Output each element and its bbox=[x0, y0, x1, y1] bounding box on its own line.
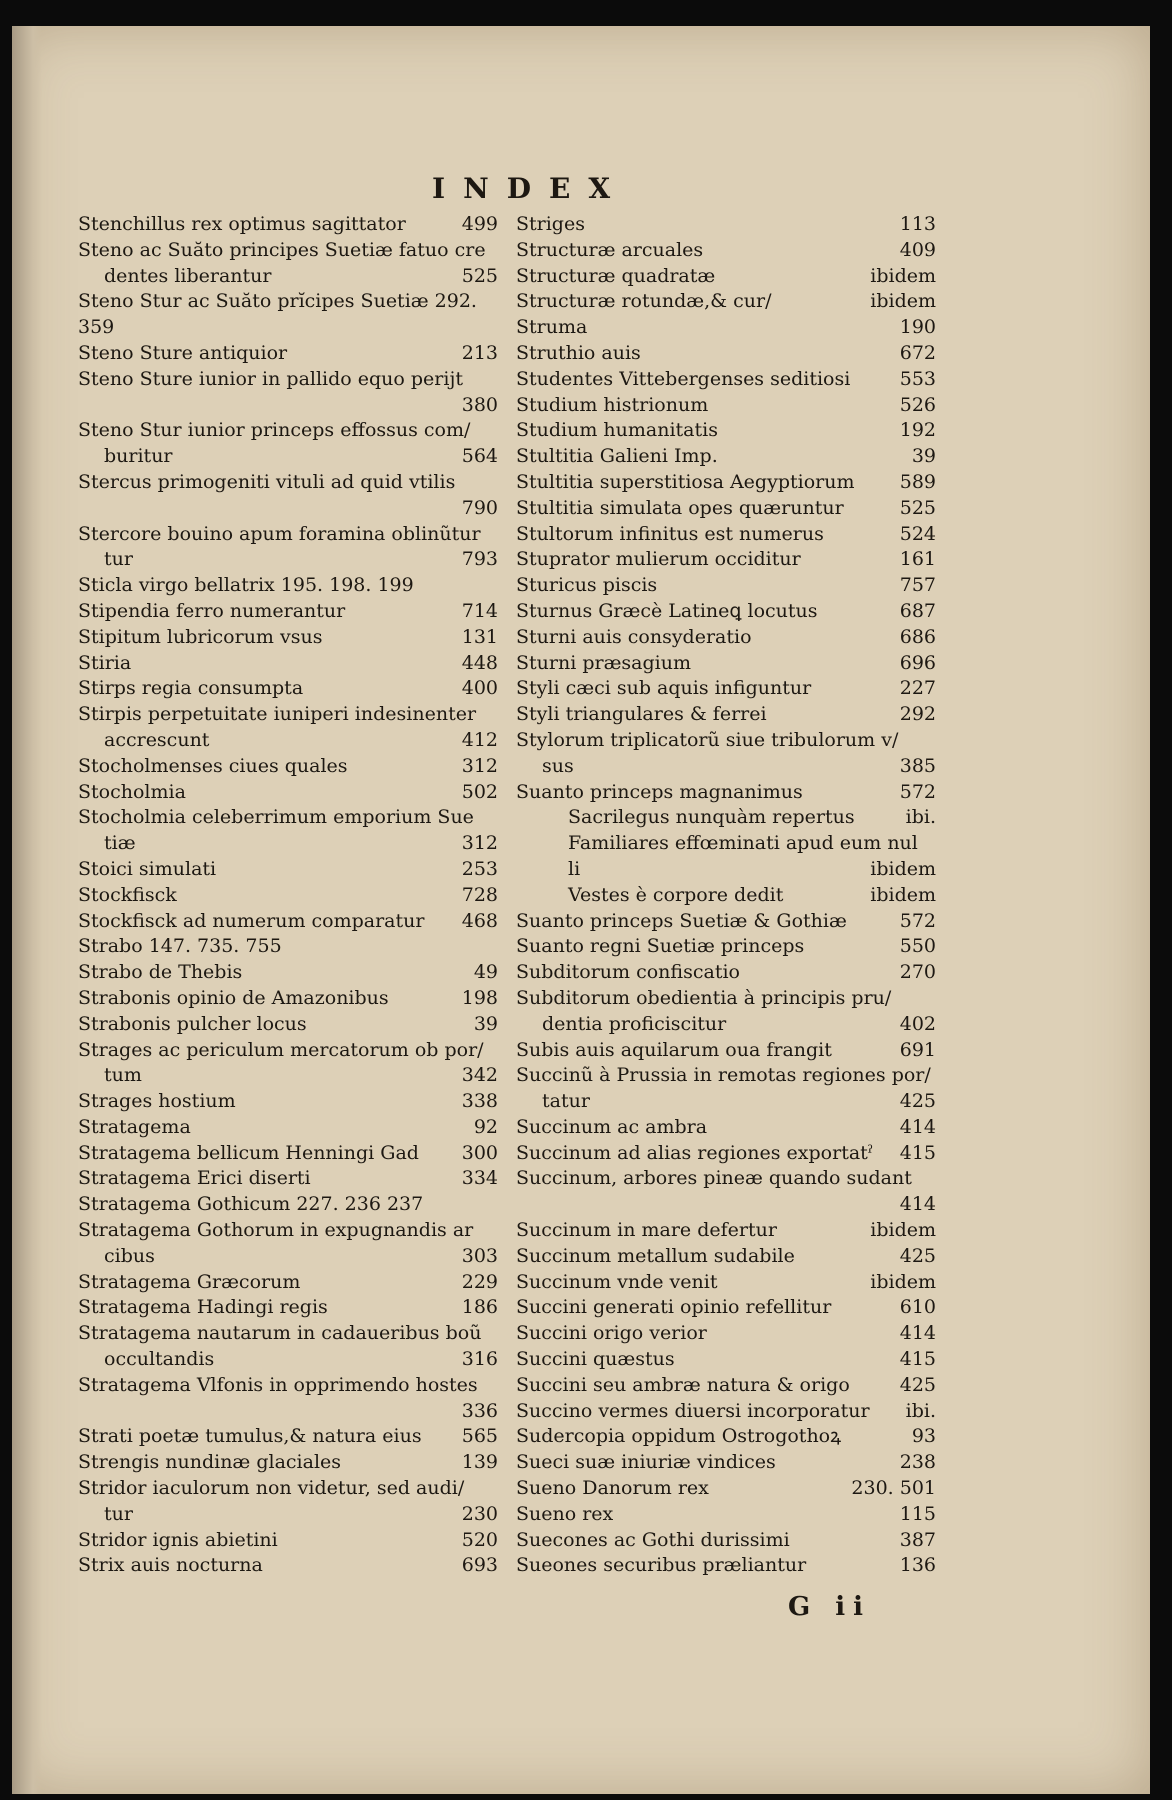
index-entry bbox=[78, 728, 498, 754]
entry-page: 414 bbox=[899, 1115, 936, 1138]
entry-text: Subditorum confiscatio bbox=[516, 961, 740, 984]
entry-text: Studium humanitatis bbox=[516, 419, 718, 442]
entry-text: Succinũ à Prussia in remotas regiones por/ bbox=[516, 1064, 931, 1087]
entry-page: 385 bbox=[899, 754, 936, 777]
index-entry bbox=[516, 1476, 936, 1502]
entry-page: 525 bbox=[461, 264, 498, 287]
index-entry bbox=[516, 728, 936, 754]
entry-text: Strengis nundinæ glaciales bbox=[78, 1451, 342, 1474]
index-entry bbox=[516, 805, 936, 831]
entry-page: 92 bbox=[473, 1115, 498, 1138]
index-entry bbox=[78, 651, 498, 677]
entry-text: Stratagema nautarum in cadaueribus boũ bbox=[78, 1322, 482, 1345]
entry-page: 525 bbox=[899, 496, 936, 519]
entry-text: Strabo 147. 735. 755 bbox=[78, 935, 282, 958]
entry-text: Stultitia Galieni Imp. bbox=[516, 445, 718, 468]
index-entry bbox=[516, 1295, 936, 1321]
index-entry bbox=[78, 212, 498, 238]
entry-text: Succini origo verior bbox=[516, 1322, 707, 1345]
index-entry bbox=[78, 1166, 498, 1192]
index-entry bbox=[78, 1450, 498, 1476]
entry-page: 564 bbox=[461, 445, 498, 468]
entry-page: 672 bbox=[899, 341, 936, 364]
entry-page: 714 bbox=[461, 599, 498, 622]
index-column-right bbox=[516, 212, 936, 1579]
index-entry bbox=[516, 934, 936, 960]
entry-text: tiæ bbox=[104, 832, 136, 855]
index-entry bbox=[516, 1141, 936, 1167]
entry-text: Stratagema Hadingi regis bbox=[78, 1296, 328, 1319]
entry-page: 342 bbox=[461, 1064, 498, 1087]
index-entry bbox=[78, 1141, 498, 1167]
index-entry bbox=[78, 805, 498, 831]
entry-page: 448 bbox=[461, 651, 498, 674]
entry-page: 253 bbox=[461, 857, 498, 880]
entry-text: Structuræ rotundæ,& cur/ bbox=[516, 290, 772, 313]
entry-page: ibidem bbox=[870, 264, 936, 287]
entry-text: Sticla virgo bellatrix 195. 198. 199 bbox=[78, 574, 414, 597]
entry-text: Stirpis perpetuitate iuniperi indesinenter bbox=[78, 703, 477, 726]
index-entry bbox=[516, 264, 936, 290]
entry-page: 113 bbox=[899, 213, 936, 235]
entry-text: Strages ac periculum mercatorum ob por/ bbox=[78, 1038, 484, 1061]
entry-page: 115 bbox=[899, 1502, 936, 1525]
entry-text: Styli cæci sub aquis infiguntur bbox=[516, 677, 812, 700]
entry-page: 425 bbox=[899, 1090, 936, 1113]
entry-page: 524 bbox=[899, 522, 936, 545]
index-entry bbox=[516, 289, 936, 315]
index-entry bbox=[78, 238, 498, 264]
index-entry bbox=[516, 1218, 936, 1244]
index-entry bbox=[516, 1038, 936, 1064]
index-entry bbox=[516, 1347, 936, 1373]
entry-text: Stuprator mulierum occiditur bbox=[516, 548, 801, 571]
index-column-left bbox=[78, 212, 498, 1579]
index-entry bbox=[78, 1424, 498, 1450]
entry-page: 414 bbox=[899, 1322, 936, 1345]
entry-page: 589 bbox=[899, 470, 936, 493]
entry-page: 136 bbox=[899, 1554, 936, 1577]
entry-text: Studentes Vittebergenses seditiosi bbox=[516, 367, 851, 390]
entry-text: tum bbox=[104, 1064, 142, 1087]
entry-text: Studium histrionum bbox=[516, 393, 709, 416]
index-entry bbox=[78, 702, 498, 728]
index-entry bbox=[516, 315, 936, 341]
index-entry bbox=[516, 1270, 936, 1296]
entry-page: 300 bbox=[461, 1141, 498, 1164]
entry-page: 550 bbox=[899, 935, 936, 958]
entry-text: Succinum ac ambra bbox=[516, 1115, 708, 1138]
entry-page: 696 bbox=[899, 651, 936, 674]
entry-page: ibidem bbox=[870, 290, 936, 313]
index-entry bbox=[78, 1115, 498, 1141]
entry-text: Stratagema bellicum Henningi Gad bbox=[78, 1141, 419, 1164]
index-entry bbox=[78, 625, 498, 651]
index-entry bbox=[78, 883, 498, 909]
entry-text: dentia proficiscitur bbox=[542, 1012, 727, 1035]
entry-text: Stultorum infinitus est numerus bbox=[516, 522, 824, 545]
entry-page: 190 bbox=[899, 316, 936, 339]
index-entry bbox=[516, 1012, 936, 1038]
index-entry bbox=[78, 1244, 498, 1270]
index-entry bbox=[78, 857, 498, 883]
index-entry bbox=[516, 909, 936, 935]
entry-text: buritur bbox=[104, 445, 173, 468]
index-entry bbox=[78, 1295, 498, 1321]
entry-page: 303 bbox=[461, 1244, 498, 1267]
index-entry bbox=[78, 1347, 498, 1373]
index-entry bbox=[78, 780, 498, 806]
entry-text: Succinum vnde venit bbox=[516, 1270, 718, 1293]
index-entry bbox=[78, 676, 498, 702]
entry-text: Succino vermes diuersi incorporatur bbox=[516, 1399, 870, 1422]
index-entry bbox=[78, 1553, 498, 1579]
index-entry bbox=[516, 1424, 936, 1450]
entry-text: Stercore bouino apum foramina oblinũtur bbox=[78, 522, 481, 545]
entry-text: Stratagema Gothicum 227. 236 237 bbox=[78, 1193, 424, 1216]
index-entry bbox=[78, 1321, 498, 1347]
index-entry bbox=[516, 1089, 936, 1115]
index-entry bbox=[516, 212, 936, 238]
entry-text: cibus bbox=[104, 1244, 155, 1267]
entry-text: Stridor ignis abietini bbox=[78, 1528, 278, 1551]
entry-text: Sturnus Græcè Latineꝗ locutus bbox=[516, 599, 818, 622]
index-entry bbox=[78, 470, 498, 496]
entry-text: Suanto regni Suetiæ princeps bbox=[516, 935, 805, 958]
index-entry bbox=[516, 651, 936, 677]
entry-page: 425 bbox=[899, 1373, 936, 1396]
index-entry bbox=[78, 934, 498, 960]
entry-text: Stridor iaculorum non videtur, sed audi/ bbox=[78, 1477, 465, 1500]
entry-text: Stultitia simulata opes quæruntur bbox=[516, 496, 844, 519]
entry-page: 312 bbox=[461, 832, 498, 855]
entry-page: 139 bbox=[461, 1451, 498, 1474]
entry-text: Strati poetæ tumulus,& natura eius bbox=[78, 1425, 422, 1448]
index-entry bbox=[78, 418, 498, 444]
index-entry bbox=[516, 960, 936, 986]
entry-text: occultandis bbox=[104, 1348, 215, 1371]
index-entry bbox=[78, 496, 498, 522]
entry-text: Stoici simulati bbox=[78, 857, 217, 880]
entry-text: Strabonis opinio de Amazonibus bbox=[78, 986, 389, 1009]
entry-page: 336 bbox=[461, 1399, 498, 1422]
index-entry bbox=[78, 573, 498, 599]
index-entry bbox=[78, 1089, 498, 1115]
entry-page: 49 bbox=[473, 961, 498, 984]
entry-text: tur bbox=[104, 1502, 133, 1525]
index-entry bbox=[516, 676, 936, 702]
entry-page: 757 bbox=[899, 574, 936, 597]
index-entry bbox=[516, 496, 936, 522]
entry-text: Steno ac Suăto principes Suetiæ fatuo cre bbox=[78, 238, 486, 261]
index-entry bbox=[516, 367, 936, 393]
index-entry bbox=[516, 418, 936, 444]
index-entry bbox=[78, 1038, 498, 1064]
entry-text: Suanto princeps Suetiæ & Gothiæ bbox=[516, 909, 847, 932]
entry-page: 693 bbox=[461, 1554, 498, 1577]
entry-text: Subditorum obedientia à principis pru/ bbox=[516, 986, 892, 1009]
entry-page: 572 bbox=[899, 780, 936, 803]
book-page bbox=[12, 26, 1150, 1794]
entry-page: 565 bbox=[461, 1425, 498, 1448]
index-entry bbox=[516, 341, 936, 367]
index-entry bbox=[516, 522, 936, 548]
index-entry bbox=[516, 986, 936, 1012]
entry-text: Sturni præsagium bbox=[516, 651, 691, 674]
entry-text: Sturicus piscis bbox=[516, 574, 658, 597]
entry-text: Stratagema Græcorum bbox=[78, 1270, 301, 1293]
entry-text: Sueci suæ iniuriæ vindices bbox=[516, 1451, 776, 1474]
entry-text: Stiria bbox=[78, 651, 132, 674]
index-entry bbox=[516, 1321, 936, 1347]
index-entry bbox=[78, 444, 498, 470]
index-entry bbox=[78, 1192, 498, 1218]
entry-page: 192 bbox=[899, 419, 936, 442]
entry-page: 425 bbox=[899, 1244, 936, 1267]
entry-text: Suanto princeps magnanimus bbox=[516, 780, 803, 803]
entry-text: Striges bbox=[516, 213, 585, 235]
index-entry bbox=[78, 599, 498, 625]
entry-page: 415 bbox=[899, 1141, 936, 1164]
entry-text: dentes liberantur bbox=[104, 264, 272, 287]
index-entry bbox=[516, 754, 936, 780]
index-entry bbox=[78, 547, 498, 573]
index-entry bbox=[78, 393, 498, 419]
page-title: INDEX bbox=[432, 172, 629, 205]
entry-page: ibi. bbox=[905, 806, 936, 829]
index-entry bbox=[78, 1270, 498, 1296]
entry-page: 270 bbox=[899, 961, 936, 984]
index-entry bbox=[516, 780, 936, 806]
index-entry bbox=[78, 831, 498, 857]
index-entry bbox=[516, 1166, 936, 1192]
entry-page: 793 bbox=[461, 548, 498, 571]
entry-page: 334 bbox=[461, 1167, 498, 1190]
entry-text: 359 bbox=[78, 316, 115, 339]
entry-text: Structuræ quadratæ bbox=[516, 264, 716, 287]
index-entry bbox=[516, 831, 936, 857]
index-entry bbox=[516, 238, 936, 264]
index-entry bbox=[516, 1399, 936, 1425]
entry-text: Sueno rex bbox=[516, 1502, 614, 1525]
index-entry bbox=[78, 315, 498, 341]
entry-text: Steno Sture antiquior bbox=[78, 341, 288, 364]
entry-text: Stenchillus rex optimus sagittator bbox=[78, 213, 406, 235]
entry-page: 610 bbox=[899, 1296, 936, 1319]
page-gutter bbox=[12, 26, 42, 1794]
entry-text: Stocholmia bbox=[78, 780, 186, 803]
index-entry bbox=[78, 1012, 498, 1038]
index-entry bbox=[516, 1373, 936, 1399]
entry-page: 39 bbox=[911, 445, 936, 468]
entry-text: Struthio auis bbox=[516, 341, 641, 364]
entry-text: Strabonis pulcher locus bbox=[78, 1012, 307, 1035]
entry-page: 198 bbox=[461, 986, 498, 1009]
entry-page: 553 bbox=[899, 367, 936, 390]
entry-page: 499 bbox=[461, 213, 498, 235]
entry-page: 387 bbox=[899, 1528, 936, 1551]
entry-page: 691 bbox=[899, 1038, 936, 1061]
entry-text: Stipendia ferro numerantur bbox=[78, 599, 346, 622]
index-entry bbox=[516, 1450, 936, 1476]
entry-page: 238 bbox=[899, 1451, 936, 1474]
entry-text: Succini quæstus bbox=[516, 1348, 675, 1371]
entry-page: 728 bbox=[461, 883, 498, 906]
entry-page: 292 bbox=[899, 703, 936, 726]
entry-page: 520 bbox=[461, 1528, 498, 1551]
entry-page: 316 bbox=[461, 1348, 498, 1371]
index-entry bbox=[78, 1502, 498, 1528]
index-entry bbox=[78, 341, 498, 367]
index-entry bbox=[516, 857, 936, 883]
entry-page: 415 bbox=[899, 1348, 936, 1371]
entry-text: Stratagema bbox=[78, 1115, 191, 1138]
entry-page: 572 bbox=[899, 909, 936, 932]
entry-text: Succinum in mare defertur bbox=[516, 1219, 777, 1242]
entry-text: Familiares effœminati apud eum nul bbox=[568, 832, 918, 855]
entry-page: 131 bbox=[461, 625, 498, 648]
entry-text: Stockfisck ad numerum comparatur bbox=[78, 909, 425, 932]
index-entry bbox=[516, 470, 936, 496]
entry-text: tatur bbox=[542, 1090, 590, 1113]
entry-text: Steno Sture iunior in pallido equo perijt bbox=[78, 367, 463, 390]
entry-page: 161 bbox=[899, 548, 936, 571]
entry-page: 186 bbox=[461, 1296, 498, 1319]
entry-text: Stratagema Vlfonis in opprimendo hostes bbox=[78, 1373, 478, 1396]
entry-page: 338 bbox=[461, 1090, 498, 1113]
entry-text: Sudercopia oppidum Ostrogothoꝝ bbox=[516, 1425, 842, 1448]
entry-page: 213 bbox=[461, 341, 498, 364]
entry-page: 412 bbox=[461, 728, 498, 751]
entry-text: Strabo de Thebis bbox=[78, 961, 243, 984]
entry-text: Stipitum lubricorum vsus bbox=[78, 625, 323, 648]
index-entry bbox=[78, 1373, 498, 1399]
index-entry bbox=[516, 1115, 936, 1141]
entry-page: 380 bbox=[461, 393, 498, 416]
entry-page: ibi. bbox=[905, 1399, 936, 1422]
entry-page: 414 bbox=[899, 1193, 936, 1216]
entry-page: 526 bbox=[899, 393, 936, 416]
entry-text: Succini generati opinio refellitur bbox=[516, 1296, 832, 1319]
entry-text: Steno Stur iunior princeps effossus com/ bbox=[78, 419, 471, 442]
entry-page: 39 bbox=[473, 1012, 498, 1035]
entry-page: 402 bbox=[899, 1012, 936, 1035]
entry-text: sus bbox=[542, 754, 574, 777]
entry-text: Struma bbox=[516, 316, 588, 339]
entry-text: Stylorum triplicatorũ siue tribulorum v/ bbox=[516, 728, 899, 751]
entry-text: Stultitia superstitiosa Aegyptiorum bbox=[516, 470, 855, 493]
index-entry bbox=[78, 289, 498, 315]
entry-text: Stercus primogeniti vituli ad quid vtilis bbox=[78, 470, 456, 493]
index-entry bbox=[516, 1502, 936, 1528]
index-entry bbox=[78, 986, 498, 1012]
index-entry bbox=[78, 367, 498, 393]
entry-page: 468 bbox=[461, 909, 498, 932]
entry-page: 227 bbox=[899, 677, 936, 700]
entry-text: Stratagema Erici diserti bbox=[78, 1167, 311, 1190]
index-entry bbox=[516, 625, 936, 651]
index-entry bbox=[78, 1399, 498, 1425]
entry-text: Succinum, arbores pineæ quando sudant bbox=[516, 1167, 912, 1190]
index-entry bbox=[78, 1063, 498, 1089]
index-entry bbox=[78, 754, 498, 780]
entry-text: Succini seu ambræ natura & origo bbox=[516, 1373, 850, 1396]
entry-text: Strages hostium bbox=[78, 1090, 236, 1113]
index-entry bbox=[78, 960, 498, 986]
signature-mark: G ii bbox=[788, 1592, 872, 1622]
entry-text: Stratagema Gothorum in expugnandis ar bbox=[78, 1219, 474, 1242]
entry-page: ibidem bbox=[870, 1219, 936, 1242]
entry-text: li bbox=[568, 857, 581, 880]
entry-page: 686 bbox=[899, 625, 936, 648]
index-entry bbox=[516, 1528, 936, 1554]
entry-page: ibidem bbox=[870, 857, 936, 880]
entry-text: Succinum metallum sudabile bbox=[516, 1244, 795, 1267]
entry-text: Strix auis nocturna bbox=[78, 1554, 263, 1577]
entry-text: Sturni auis consyderatio bbox=[516, 625, 752, 648]
entry-text: Stocholmenses ciues quales bbox=[78, 754, 348, 777]
entry-page: 790 bbox=[461, 496, 498, 519]
index-entry bbox=[516, 1244, 936, 1270]
index-entry bbox=[516, 547, 936, 573]
entry-page: ibidem bbox=[870, 1270, 936, 1293]
index-entry bbox=[516, 702, 936, 728]
index-entry bbox=[78, 522, 498, 548]
entry-text: Sueno Danorum rex bbox=[516, 1477, 709, 1500]
entry-text: Sacrilegus nunquàm repertus bbox=[568, 806, 855, 829]
entry-page: 93 bbox=[911, 1425, 936, 1448]
entry-page: 229 bbox=[461, 1270, 498, 1293]
entry-page: 409 bbox=[899, 238, 936, 261]
entry-text: Vestes è corpore dedit bbox=[568, 883, 784, 906]
index-entry bbox=[516, 599, 936, 625]
entry-text: Sueones securibus præliantur bbox=[516, 1554, 807, 1577]
entry-text: Structuræ arcuales bbox=[516, 238, 704, 261]
entry-text: Stockfisck bbox=[78, 883, 177, 906]
index-entry bbox=[516, 1192, 936, 1218]
entry-text: Styli triangulares & ferrei bbox=[516, 703, 767, 726]
entry-text: Succinum ad alias regiones exportatˀ bbox=[516, 1141, 874, 1164]
entry-text: tur bbox=[104, 548, 133, 571]
entry-page: ibidem bbox=[870, 883, 936, 906]
entry-text: accrescunt bbox=[104, 728, 210, 751]
index-entry bbox=[78, 1218, 498, 1244]
entry-page: 312 bbox=[461, 754, 498, 777]
entry-text: Subis auis aquilarum oua frangit bbox=[516, 1038, 832, 1061]
entry-page: 687 bbox=[899, 599, 936, 622]
index-entry bbox=[516, 393, 936, 419]
index-entry bbox=[516, 1553, 936, 1579]
index-entry bbox=[78, 1528, 498, 1554]
index-entry bbox=[516, 1063, 936, 1089]
entry-text: Suecones ac Gothi durissimi bbox=[516, 1528, 790, 1551]
index-entry bbox=[78, 264, 498, 290]
index-entry bbox=[516, 573, 936, 599]
index-entry bbox=[516, 883, 936, 909]
index-entry bbox=[516, 444, 936, 470]
entry-page: 230. 501 bbox=[851, 1477, 936, 1500]
entry-text: Steno Stur ac Suăto prĭcipes Suetiæ 292. bbox=[78, 290, 477, 313]
entry-page: 230 bbox=[461, 1502, 498, 1525]
entry-text: Stocholmia celeberrimum emporium Sue bbox=[78, 806, 474, 829]
index-entry bbox=[78, 1476, 498, 1502]
entry-page: 502 bbox=[461, 780, 498, 803]
index-entry bbox=[78, 909, 498, 935]
entry-page: 400 bbox=[461, 677, 498, 700]
entry-text: Stirps regia consumpta bbox=[78, 677, 304, 700]
